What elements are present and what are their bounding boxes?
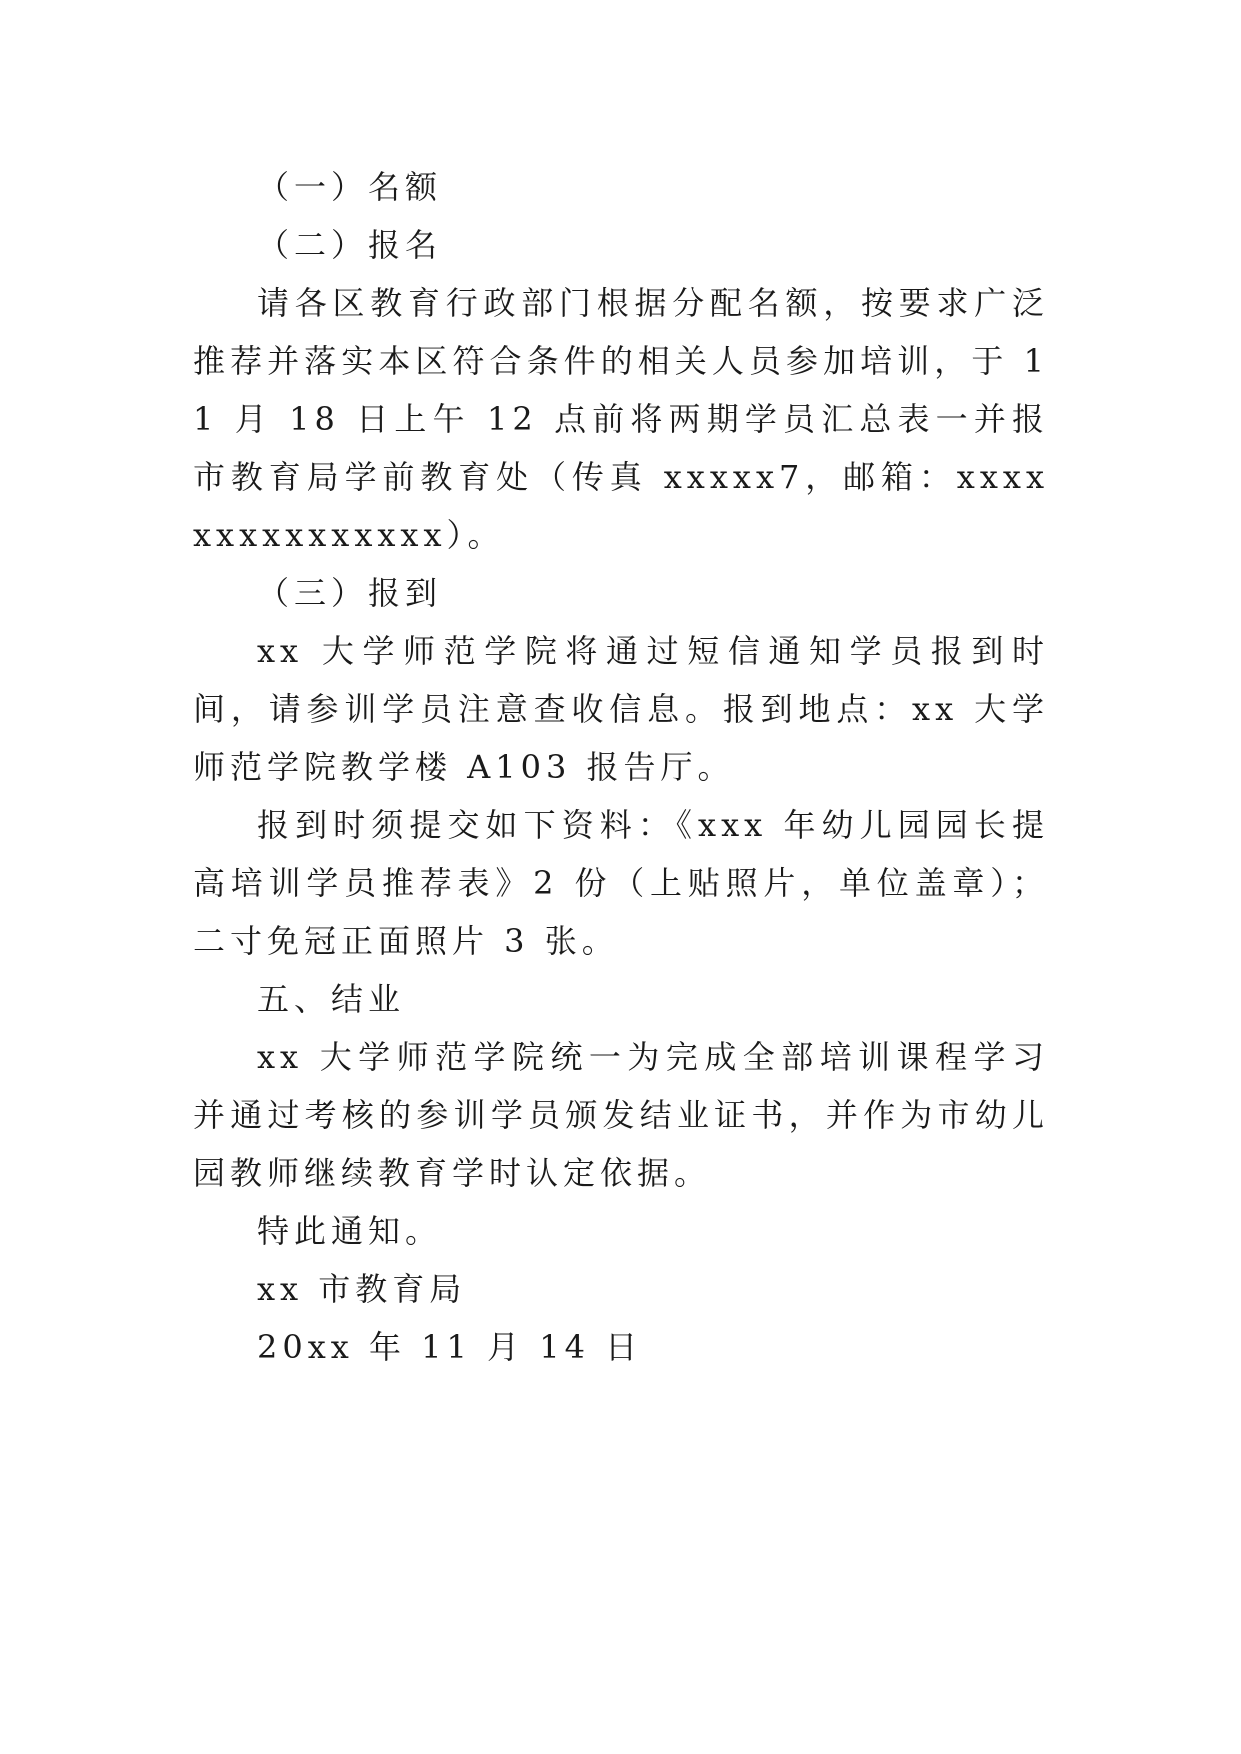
- documents-paragraph: 报到时须提交如下资料：《xxx 年幼儿园园长提高培训学员推荐表》2 份（上贴照片，单位盖章）；二寸免冠正面照片 3 张。: [193, 806, 1049, 960]
- section-heading-registration: （二）报名: [257, 226, 443, 264]
- issue-date: 20xx 年 11 月 14 日: [257, 1328, 643, 1366]
- check-in-paragraph: xx 大学师范学院将通过短信通知学员报到时间，请参训学员注意查收信息。报到地点：xx 大学师范学院教学楼 A103 报告厅。: [193, 632, 1049, 786]
- document-body: [193, 158, 1049, 1376]
- completion-paragraph: xx 大学师范学院统一为完成全部培训课程学习并通过考核的参训学员颁发结业证书，并作为市幼儿园教师继续教育学时认定依据。: [193, 1038, 1049, 1192]
- registration-paragraph: 请各区教育行政部门根据分配名额，按要求广泛推荐并落实本区符合条件的相关人员参加培训，于 11 月 18 日上午 12 点前将两期学员汇总表一并报市教育局学前教育处（传真 xxxxx7，邮箱：xxxxxxxxxxxxxxx）。: [193, 284, 1049, 554]
- section-heading-quota: （一）名额: [257, 168, 443, 206]
- closing-notice: 特此通知。: [257, 1212, 443, 1250]
- issuer-name: xx 市教育局: [257, 1270, 467, 1308]
- section-heading-completion: 五、结业: [257, 980, 406, 1018]
- section-heading-check-in: （三）报到: [257, 574, 443, 612]
